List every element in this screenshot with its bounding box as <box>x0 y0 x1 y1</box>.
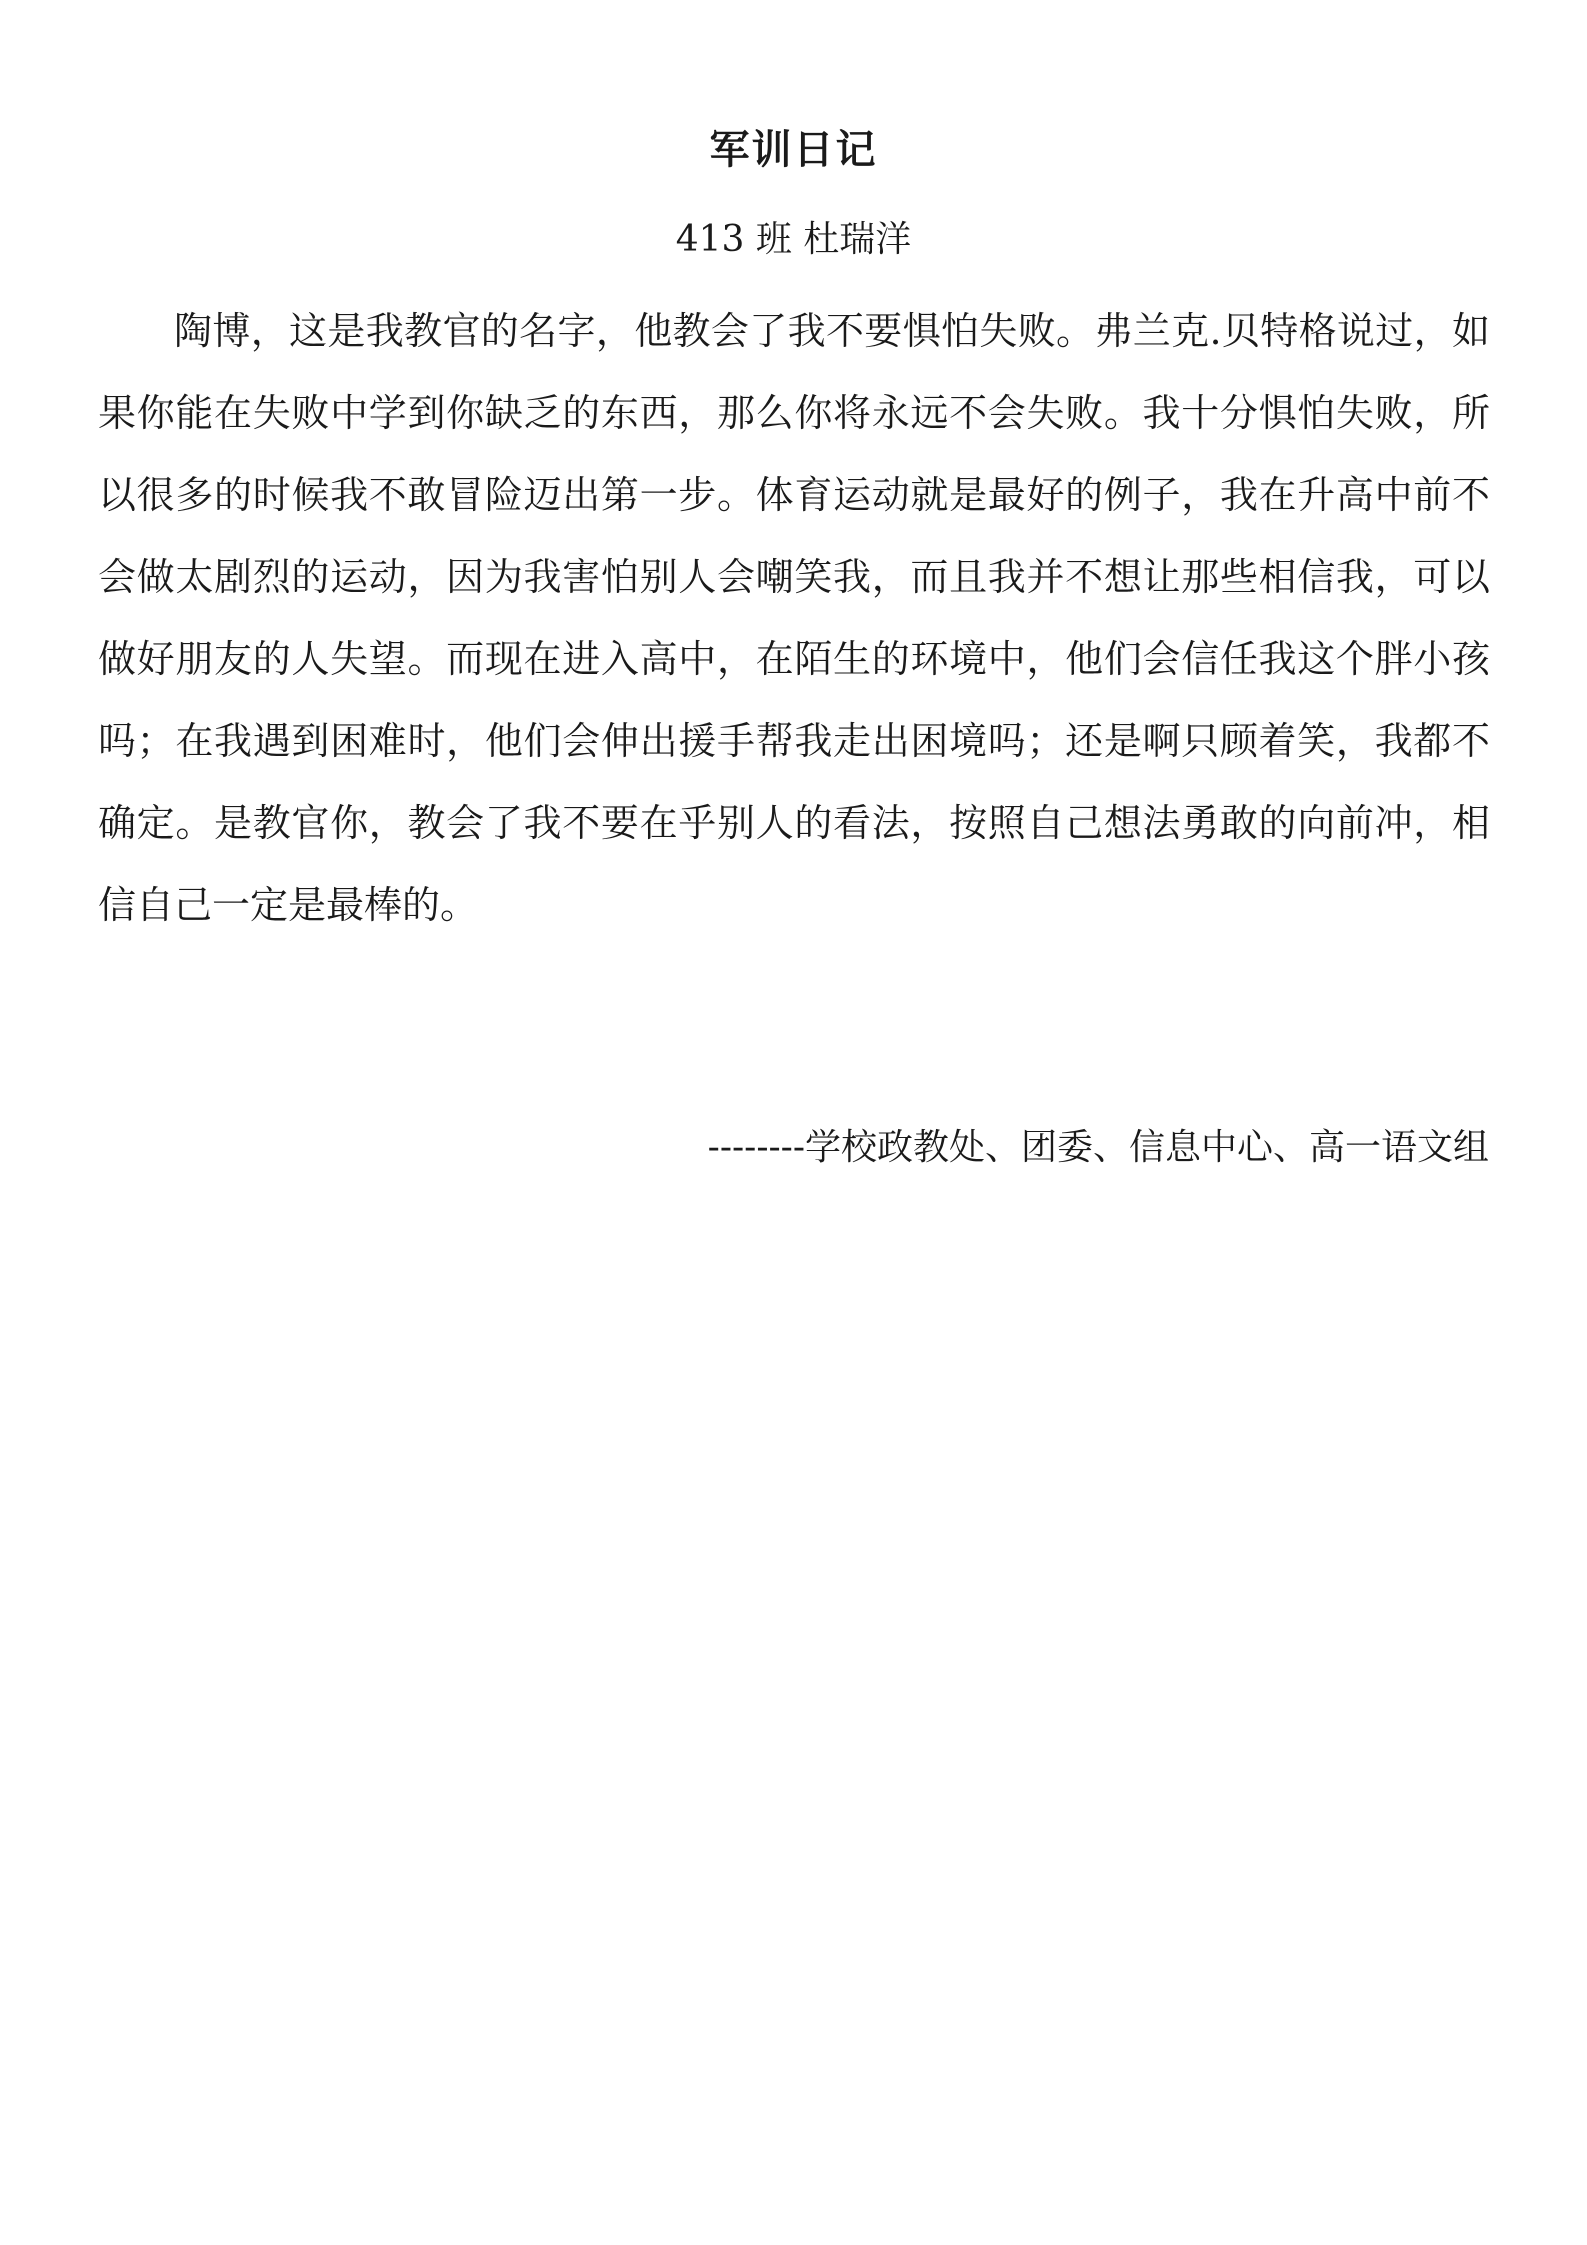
body-paragraph: 陶博，这是我教官的名字，他教会了我不要惧怕失败。弗兰克.贝特格说过，如果你能在失败中学到你缺乏的东西，那么你将永远不会失败。我十分惧怕失败，所以很多的时候我不敢冒险迈出第一步。体育运动就是最好的例子，我在升高中前不会做太剧烈的运动，因为我害怕别人会嘲笑我，而且我并不想让那些相信我，可以做好朋友的人失望。而现在进入高中，在陌生的环境中，他们会信任我这个胖小孩吗；在我遇到困难时，他们会伸出援手帮我走出困境吗；还是啊只顾着笑，我都不确定。是教官你，教会了我不要在乎别人的看法，按照自己想法勇敢的向前冲，相信自己一定是最棒的。 <box>98 309 1490 927</box>
document-title: 军训日记 <box>709 127 878 173</box>
signature-line: --------学校政教处、团委、信息中心、高一语文组 <box>707 1127 1489 1168</box>
author-byline: 413 班 杜瑞洋 <box>675 219 912 260</box>
